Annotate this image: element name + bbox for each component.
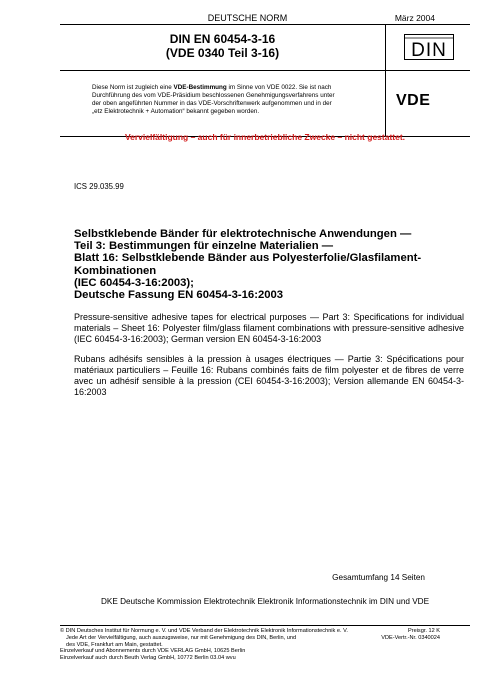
footer-rule — [60, 625, 470, 626]
publication-date: März 2004 — [394, 13, 435, 23]
english-title: Pressure-sensitive adhesive tapes for electrical purposes — Part 3: Specifications for individual materials – Sheet 16: Polyester film/glass filament combinations with pressure-sensitive adhesive (IEC 60454-3-16:2003); German version EN 60454-3-16:2003 — [74, 312, 464, 344]
french-title: Rubans adhésifs sensibles à la pression à usages électriques — Partie 3: Spécifications pour matériaux particuliers – Feuille 16: Rubans combinés faits de film polyester et de fibres de verre avec un adhésif sensible à la pression (CEI 60454-3-16:2003); Version allemande EN 60454-3-16:2003 — [74, 354, 464, 397]
order-info — [381, 628, 440, 642]
vde-logo: VDE — [396, 92, 431, 109]
german-title — [74, 228, 464, 301]
standard-title-block — [60, 32, 385, 60]
german-title-line: (IEC 60454-3-16:2003); — [74, 276, 194, 289]
standard-number: DIN EN 60454-3-16 — [169, 32, 276, 46]
copyright-line: Einzelverkauf auch durch Beuth Verlag GmbH, 10772 Berlin 03.04 wvu — [60, 655, 236, 662]
vde-classification: (VDE 0340 Teil 3-16) — [165, 46, 280, 60]
reproduction-notice: Vervielfältigung – auch für innerbetriebliche Zwecke – nicht gestattet. — [124, 132, 406, 142]
document-series: DEUTSCHE NORM — [207, 13, 288, 23]
vde-provision-notice — [92, 84, 382, 116]
header-middle-rule — [60, 70, 470, 71]
copyright-block — [60, 628, 390, 662]
price-group: Preisgr. 12 K — [407, 628, 440, 634]
german-title-line: Deutsche Fassung EN 60454-3-16:2003 — [74, 289, 284, 302]
notice-text: Diese Norm ist zugleich eine — [92, 84, 174, 91]
vde-order-number: VDE-Vertr.-Nr. 0340024 — [381, 634, 440, 641]
copyright-line: Jede Art der Vervielfältigung, auch auszugsweise, nur mit Genehmigung des DIN, Berlin, und — [66, 634, 297, 641]
copyright-line: © DIN Deutsches Institut für Normung e. V. und VDE Verband der Elektrotechnik Elektronik Informationstechnik e. V. — [60, 628, 348, 634]
ics-code: ICS 29.035.99 — [74, 182, 124, 191]
german-title-line: Teil 3: Bestimmungen für einzelne Materialien — — [74, 240, 334, 253]
notice-text: im Sinne von VDE 0022. Sie ist nach — [226, 84, 332, 91]
header-top-rule — [60, 24, 470, 25]
german-title-line: Blatt 16: Selbstklebende Bänder aus Polyesterfolie/Glasfilament- — [74, 252, 422, 265]
notice-emphasis: VDE-Bestimmung — [173, 84, 227, 91]
total-pages: Gesamtumfang 14 Seiten — [332, 573, 425, 582]
german-title-line: Kombinationen — [74, 264, 157, 277]
copyright-line: des VDE, Frankfurt am Main, gestattet. — [66, 641, 163, 648]
notice-text: „etz Elektrotechnik + Automation“ bekannt gegeben worden. — [92, 108, 260, 115]
header-vertical-rule — [385, 24, 386, 136]
din-logo-text: DIN — [411, 40, 447, 60]
copyright-line: Einzelverkauf und Abonnements durch VDE VERLAG GmbH, 10625 Berlin — [60, 648, 246, 655]
din-logo — [404, 34, 454, 65]
notice-text: Durchführung des vom VDE-Präsidium beschlossenen Genehmigungsverfahrens unter — [92, 92, 335, 99]
committee-name: DKE Deutsche Kommission Elektrotechnik Elektronik Informationstechnik im DIN und VDE — [100, 597, 430, 606]
notice-text: der oben angeführten Nummer in das VDE-Vorschriftenwerk aufgenommen und in der — [92, 100, 332, 107]
german-title-line: Selbstklebende Bänder für elektrotechnische Anwendungen — — [74, 228, 412, 240]
